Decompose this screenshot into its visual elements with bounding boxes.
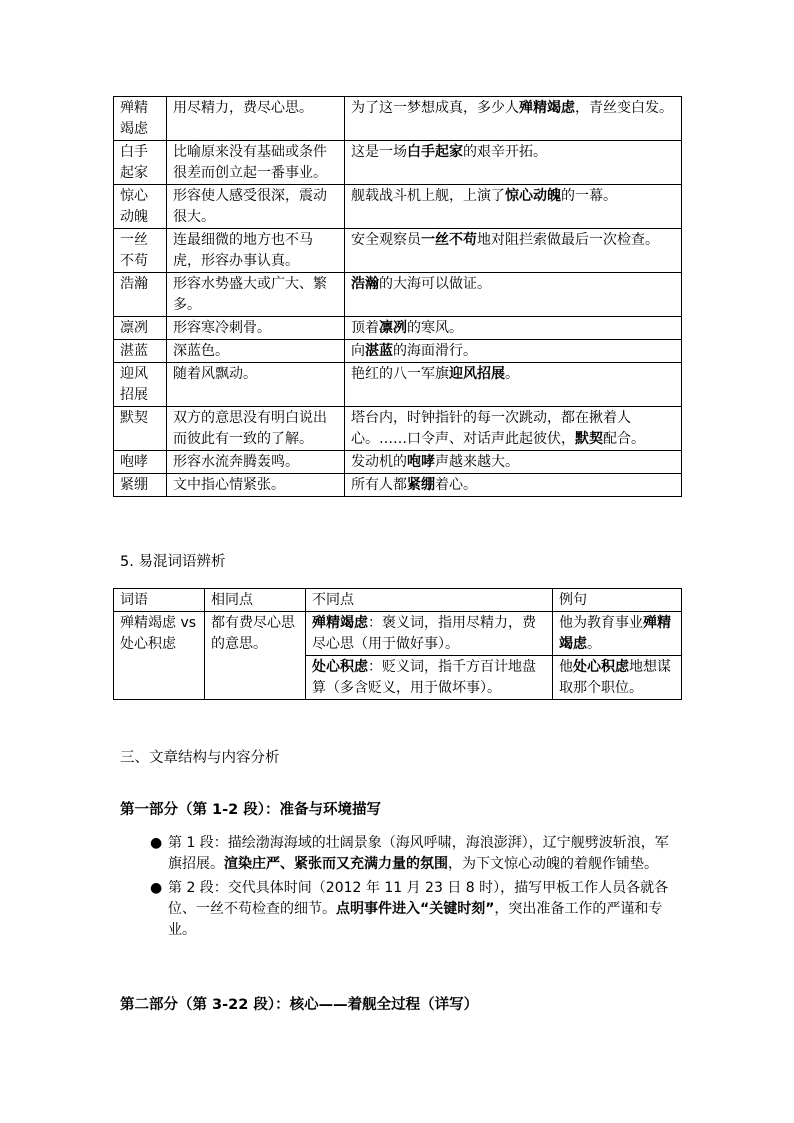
bullet-text: 第 1 段：描绘渤海海域的壮阔景象（海风呼啸，海浪澎湃），辽宁舰劈波斩浪，军旗招展。 bbox=[168, 835, 669, 872]
table-row bbox=[114, 474, 682, 497]
vocab-word-cell: 白手起家 bbox=[114, 141, 167, 185]
bullet-dot-icon: ● bbox=[150, 880, 163, 896]
vocab-word-cell: 浩瀚 bbox=[114, 273, 167, 317]
compare-diff-cell bbox=[306, 656, 553, 700]
bullet-text: ，突出准备工作的严谨和专业。 bbox=[168, 901, 663, 938]
vocab-example-cell bbox=[345, 474, 682, 497]
example-term: 紧绷 bbox=[407, 477, 435, 493]
vocab-meaning-cell: 双方的意思没有明白说出而彼此有一致的了解。 bbox=[167, 407, 345, 451]
part-2-heading: 第二部分（第 3-22 段）：核心——着舰全过程（详写） bbox=[120, 997, 479, 1013]
example-term: 殚精竭虑 bbox=[559, 615, 671, 652]
diff-term: 处心积虑 bbox=[312, 659, 368, 675]
table-row bbox=[114, 273, 682, 317]
example-text: 安全观察员 bbox=[351, 232, 421, 248]
example-text: 发动机的 bbox=[351, 454, 407, 470]
vocab-example-cell bbox=[345, 363, 682, 407]
vocabulary-table bbox=[113, 96, 682, 497]
vocab-meaning-cell: 文中指心情紧张。 bbox=[167, 474, 345, 497]
vocab-word-cell: 咆哮 bbox=[114, 451, 167, 474]
example-text: 他 bbox=[559, 659, 573, 675]
section-3-heading: 三、文章结构与内容分析 bbox=[120, 750, 280, 766]
example-text: 所有人都 bbox=[351, 477, 407, 493]
vocab-meaning-cell: 连最细微的地方也不马虎，形容办事认真。 bbox=[167, 229, 345, 273]
diff-text: ：褒义词，指用尽精力，费尽心思（用于做好事）。 bbox=[312, 615, 536, 652]
vocab-meaning-cell: 形容使人感受很深，震动很大。 bbox=[167, 185, 345, 229]
example-text: 向 bbox=[351, 343, 365, 359]
table-row bbox=[114, 97, 682, 141]
table-row bbox=[114, 340, 682, 363]
vocab-example-cell bbox=[345, 340, 682, 363]
example-text: ，青丝变白发。 bbox=[575, 100, 673, 116]
compare-same-cell: 都有费尽心思的意思。 bbox=[205, 612, 306, 700]
vocabulary-table-body bbox=[114, 97, 682, 497]
example-text: 他为教育事业 bbox=[559, 615, 643, 631]
vocab-meaning-cell: 随着风飘动。 bbox=[167, 363, 345, 407]
vocab-example-cell bbox=[345, 317, 682, 340]
example-text: 。 bbox=[505, 366, 519, 382]
comparison-row bbox=[114, 612, 682, 656]
vocab-meaning-cell: 形容寒冷刺骨。 bbox=[167, 317, 345, 340]
compare-diff-cell bbox=[306, 612, 553, 656]
vocab-meaning-cell: 形容水流奔腾轰鸣。 bbox=[167, 451, 345, 474]
vocab-example-cell bbox=[345, 141, 682, 185]
example-term: 白手起家 bbox=[407, 144, 463, 160]
part-1-bullet-list bbox=[150, 833, 675, 944]
example-text: 的大海可以做证。 bbox=[379, 276, 491, 292]
diff-term: 殚精竭虑 bbox=[312, 615, 368, 631]
example-text: 着心。 bbox=[435, 477, 477, 493]
table-row bbox=[114, 141, 682, 185]
example-text: 的一幕。 bbox=[561, 188, 617, 204]
example-text: 地想谋取那个职位。 bbox=[559, 659, 671, 696]
example-term: 默契 bbox=[575, 431, 603, 447]
example-term: 凛冽 bbox=[379, 320, 407, 336]
example-term: 迎风招展 bbox=[449, 366, 505, 382]
vocab-word-cell: 惊心动魄 bbox=[114, 185, 167, 229]
comparison-table bbox=[113, 588, 682, 700]
compare-example-cell bbox=[553, 612, 682, 656]
table-row bbox=[114, 407, 682, 451]
example-term: 处心积虑 bbox=[573, 659, 629, 675]
example-text: 塔台内，时钟指针的每一次跳动，都在揪着人心。……口令声、对话声此起彼伏， bbox=[351, 410, 631, 447]
vocab-example-cell bbox=[345, 97, 682, 141]
vocab-meaning-cell: 形容水势盛大或广大、繁多。 bbox=[167, 273, 345, 317]
compare-example-cell bbox=[553, 656, 682, 700]
bullet-text: ，为下文惊心动魄的着舰作铺垫。 bbox=[448, 856, 658, 872]
example-text: 声越来越大。 bbox=[435, 454, 519, 470]
vocab-example-cell bbox=[345, 407, 682, 451]
header-cell-example: 例句 bbox=[553, 589, 682, 612]
example-text: 配合。 bbox=[603, 431, 645, 447]
vocab-word-cell: 凛冽 bbox=[114, 317, 167, 340]
table-row bbox=[114, 229, 682, 273]
example-text: 舰载战斗机上舰，上演了 bbox=[351, 188, 505, 204]
example-term: 浩瀚 bbox=[351, 276, 379, 292]
example-term: 殚精竭虑 bbox=[519, 100, 575, 116]
vocab-example-cell bbox=[345, 451, 682, 474]
vocab-example-cell bbox=[345, 273, 682, 317]
vocab-example-cell bbox=[345, 229, 682, 273]
vocab-word-cell: 迎风招展 bbox=[114, 363, 167, 407]
compare-word-cell: 殚精竭虑 vs 处心积虑 bbox=[114, 612, 205, 700]
vocab-example-cell bbox=[345, 185, 682, 229]
vocab-word-cell: 湛蓝 bbox=[114, 340, 167, 363]
example-term: 湛蓝 bbox=[365, 343, 393, 359]
bullet-dot-icon: ● bbox=[150, 835, 163, 851]
example-text: 艳红的八一军旗 bbox=[351, 366, 449, 382]
example-text: 地对阻拦索做最后一次检查。 bbox=[477, 232, 659, 248]
example-text: 的海面滑行。 bbox=[393, 343, 477, 359]
header-cell-diff: 不同点 bbox=[306, 589, 553, 612]
header-cell-word: 词语 bbox=[114, 589, 205, 612]
example-term: 惊心动魄 bbox=[505, 188, 561, 204]
table-row bbox=[114, 317, 682, 340]
bullet-emphasis: 渲染庄严、紧张而又充满力量的氛围 bbox=[224, 856, 448, 872]
example-text: 这是一场 bbox=[351, 144, 407, 160]
example-term: 一丝不苟 bbox=[421, 232, 477, 248]
part-1-heading: 第一部分（第 1-2 段）：准备与环境描写 bbox=[120, 802, 382, 818]
header-cell-same: 相同点 bbox=[205, 589, 306, 612]
example-text: 顶着 bbox=[351, 320, 379, 336]
table-row bbox=[114, 363, 682, 407]
bullet-text: 第 2 段：交代具体时间（2012 年 11 月 23 日 8 时），描写甲板工作人员各就各位、一丝不苟检查的细节。 bbox=[168, 880, 669, 917]
vocab-word-cell: 默契 bbox=[114, 407, 167, 451]
list-item bbox=[150, 833, 675, 875]
table-row bbox=[114, 451, 682, 474]
vocab-meaning-cell: 比喻原来没有基础或条件很差而创立起一番事业。 bbox=[167, 141, 345, 185]
example-text: 为了这一梦想成真，多少人 bbox=[351, 100, 519, 116]
bullet-emphasis: 点明事件进入“关键时刻” bbox=[336, 901, 495, 917]
table-row bbox=[114, 185, 682, 229]
vocab-word-cell: 紧绷 bbox=[114, 474, 167, 497]
example-text: 的艰辛开拓。 bbox=[463, 144, 547, 160]
vocab-word-cell: 殚精竭虑 bbox=[114, 97, 167, 141]
vocab-meaning-cell: 用尽精力，费尽心思。 bbox=[167, 97, 345, 141]
vocab-meaning-cell: 深蓝色。 bbox=[167, 340, 345, 363]
diff-text: ：贬义词，指千方百计地盘算（多含贬义，用于做坏事）。 bbox=[312, 659, 536, 696]
example-term: 咆哮 bbox=[407, 454, 435, 470]
comparison-header-row bbox=[114, 589, 682, 612]
example-text: 的寒风。 bbox=[407, 320, 463, 336]
list-item bbox=[150, 878, 675, 941]
vocab-word-cell: 一丝不苟 bbox=[114, 229, 167, 273]
section-5-heading: 5. 易混词语辨析 bbox=[120, 554, 226, 570]
example-text: 。 bbox=[587, 636, 601, 652]
